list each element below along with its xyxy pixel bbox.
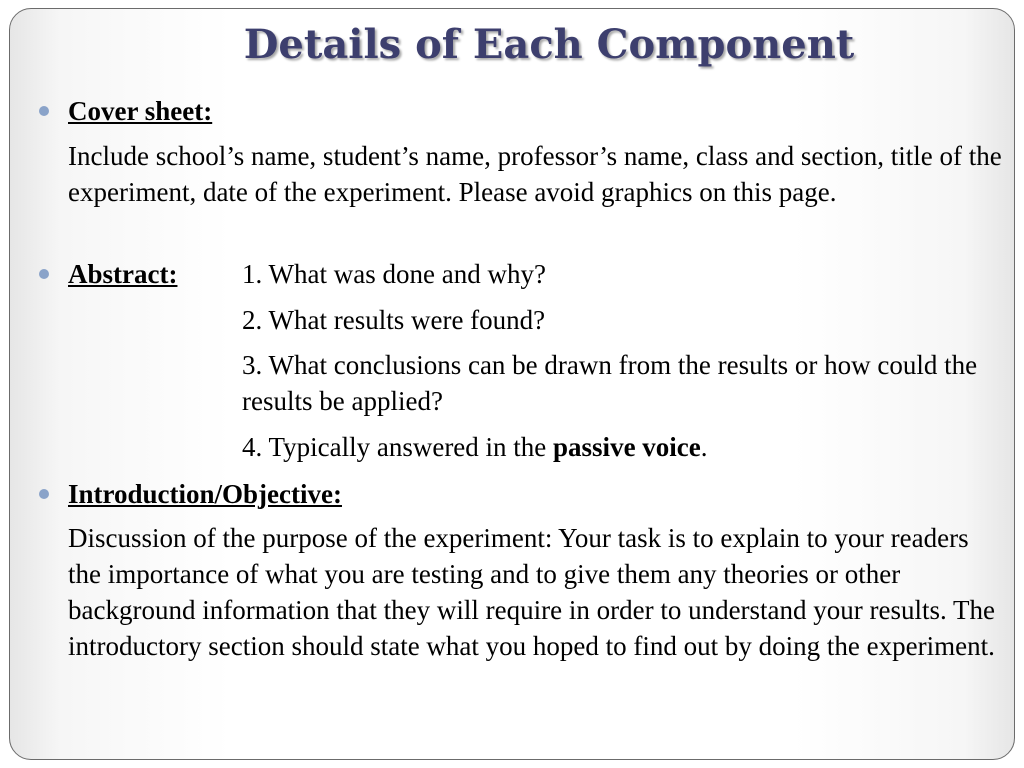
section-body-introduction: Discussion of the purpose of the experiment: Your task is to explain to your readers the importance of what you are testing and to give them any theories or other background information that they will require in order to understand your results. The introductory section should state what you hoped to find out by doing the experiment. [68, 523, 996, 661]
section-body-cover-sheet: Include school’s name, student’s name, professor’s name, class and section, title of the experiment, date of the experiment. Please avoid graphics on this page. [68, 141, 1002, 207]
abstract-item-1: 1. What was done and why? [242, 259, 546, 289]
section-heading-cover-sheet: Cover sheet: [68, 96, 213, 126]
section-heading-abstract: Abstract: [68, 259, 178, 289]
abstract-item-4-text: 4. Typically answered in the [242, 432, 554, 462]
section-heading-introduction: Introduction/Objective: [68, 479, 342, 509]
slide [9, 8, 1015, 760]
bullet-icon [39, 269, 49, 279]
slide-title: Details of Each Component [243, 21, 855, 68]
abstract-item-3: 3. What conclusions can be drawn from the results or how could the results be applied? [242, 350, 978, 416]
abstract-item-4-tail: . [700, 432, 708, 462]
abstract-item-2: 2. What results were found? [242, 305, 546, 335]
bullet-icon [39, 106, 49, 116]
abstract-item-4-emphasis: passive voice [553, 432, 701, 462]
abstract-item-4 [242, 429, 1002, 465]
bullet-icon [39, 489, 49, 499]
